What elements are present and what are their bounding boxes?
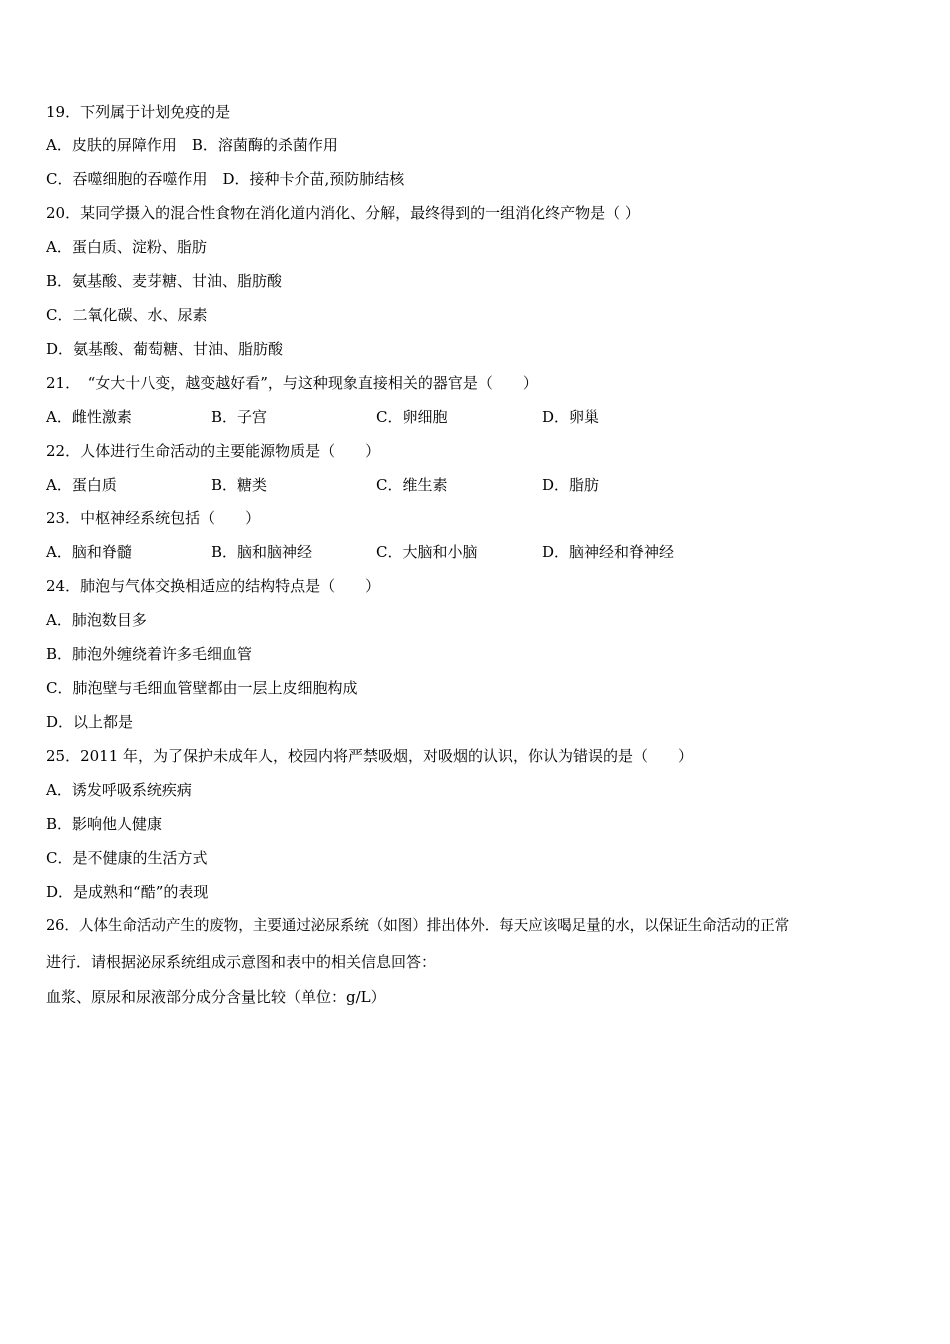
question-20-option-d: D．氨基酸、葡萄糖、甘油、脂肪酸 (46, 340, 284, 358)
question-21-option-c: C．卵细胞 (376, 408, 448, 426)
question-19-options-row2: C．吞噬细胞的吞噬作用 D．接种卡介苗,预防肺结核 (46, 170, 405, 188)
question-23-options (46, 542, 846, 562)
question-21-stem: 21． “女大十八变，越变越好看”，与这种现象直接相关的器官是（ ） (46, 374, 538, 392)
question-25-option-b: B．影响他人健康 (46, 815, 163, 833)
question-21-option-a: A．雌性激素 (46, 408, 132, 426)
question-19-options-row1: A．皮肤的屏障作用 B．溶菌酶的杀菌作用 (46, 136, 338, 154)
question-22-stem: 22．人体进行生命活动的主要能源物质是（ ） (46, 442, 381, 460)
question-25-stem: 25．2011 年，为了保护未成年人，校园内将严禁吸烟，对吸烟的认识，你认为错误的是（ ） (46, 747, 694, 765)
question-22-options (46, 475, 846, 495)
question-26-table-caption: 血浆、原尿和尿液部分成分含量比较（单位：g/L） (46, 988, 386, 1006)
question-23-stem: 23．中枢神经系统包括（ ） (46, 509, 261, 527)
question-23-option-a: A．脑和脊髓 (46, 543, 132, 561)
question-25-option-d: D．是成熟和“酷”的表现 (46, 883, 209, 901)
question-23-option-b: B．脑和脑神经 (211, 543, 313, 561)
question-24-option-d: D．以上都是 (46, 713, 134, 731)
question-19-stem: 19．下列属于计划免疫的是 (46, 103, 231, 121)
question-21-options (46, 407, 846, 427)
question-22-option-b: B．糖类 (211, 476, 268, 494)
question-21-option-d: D．卵巢 (542, 408, 600, 426)
question-20-option-a: A．蛋白质、淀粉、脂肪 (46, 238, 207, 256)
question-20-option-b: B．氨基酸、麦芽糖、甘油、脂肪酸 (46, 272, 283, 290)
question-26-stem-line2: 进行．请根据泌尿系统组成示意图和表中的相关信息回答： (46, 953, 437, 971)
question-20-option-c: C．二氧化碳、水、尿素 (46, 306, 208, 324)
question-24-option-b: B．肺泡外缠绕着许多毛细血管 (46, 645, 253, 663)
question-20-stem: 20．某同学摄入的混合性食物在消化道内消化、分解，最终得到的一组消化终产物是（ ） (46, 204, 640, 222)
question-22-option-a: A．蛋白质 (46, 476, 117, 494)
question-22-option-c: C．维生素 (376, 476, 448, 494)
question-24-option-c: C．肺泡壁与毛细血管壁都由一层上皮细胞构成 (46, 679, 358, 697)
question-25-option-c: C．是不健康的生活方式 (46, 849, 208, 867)
question-21-option-b: B．子宫 (211, 408, 268, 426)
question-23-option-d: D．脑神经和脊神经 (542, 543, 675, 561)
question-22-option-d: D．脂肪 (542, 476, 600, 494)
question-23-option-c: C．大脑和小脑 (376, 543, 478, 561)
question-24-stem: 24．肺泡与气体交换相适应的结构特点是（ ） (46, 577, 381, 595)
question-26-stem-line1: 26．人体生命活动产生的废物，主要通过泌尿系统（如图）排出体外．每天应该喝足量的水，以保证生命活动的正常 (46, 917, 790, 934)
question-25-option-a: A．诱发呼吸系统疾病 (46, 781, 192, 799)
question-24-option-a: A．肺泡数目多 (46, 611, 147, 629)
